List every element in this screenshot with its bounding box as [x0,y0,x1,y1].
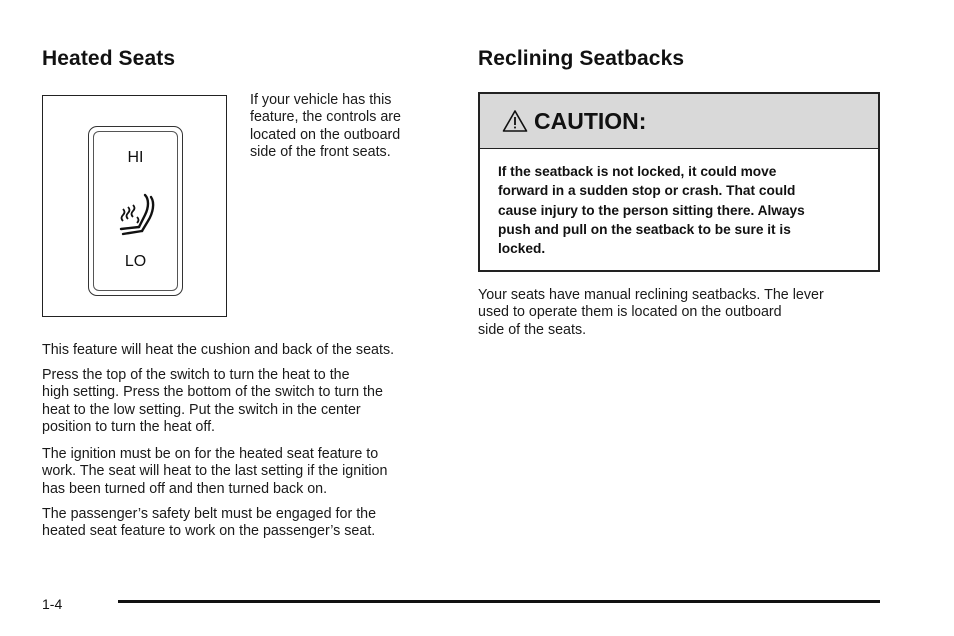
heated-seats-heading: Heated Seats [42,47,176,70]
page-number: 1-4 [42,596,63,612]
footer-rule [118,600,880,603]
caution-box [478,92,880,272]
side-note: If your vehicle has this feature, the controls are located on the outboard side of the front seats. [250,92,401,161]
switch-lo-label: LO [124,253,147,270]
caution-header [480,94,878,149]
paragraph-4: The passenger’s safety belt must be engaged for the heated seat feature to work on the passenger’s seat. [42,506,377,540]
heated-seat-switch-illustration [42,95,227,317]
paragraph-2: Press the top of the switch to turn the heat to the high setting. Press the bottom of the switch to turn the heat to the low setting. Put the switch in the center position to turn the heat off. [42,367,383,436]
reclining-seatbacks-heading: Reclining Seatbacks [478,47,685,70]
paragraph-1: This feature will heat the cushion and back of the seats. [42,342,395,358]
caution-text: If the seatback is not locked, it could move forward in a sudden stop or crash. That could cause injury to the person sitting there. Always push and pull on the seatback to be sure it is locked. [498,164,805,257]
switch-hi-label: HI [127,149,144,166]
paragraph-3: The ignition must be on for the heated seat feature to work. The seat will heat to the last setting if the ignition has been turned off and then turned back on. [42,446,388,497]
reclining-paragraph: Your seats have manual reclining seatbacks. The lever used to operate them is located on the outboard side of the seats. [478,287,824,338]
warning-triangle-icon [502,109,528,133]
caution-title: CAUTION: [534,108,647,134]
heated-seat-switch [88,126,183,296]
heated-seat-icon [115,193,159,241]
